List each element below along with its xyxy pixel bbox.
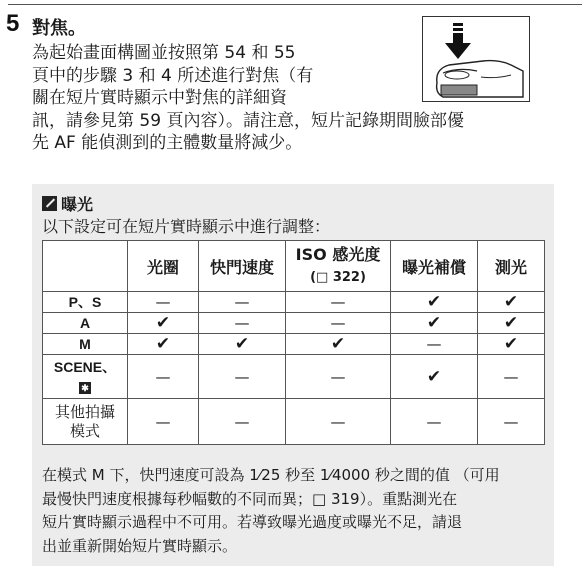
table-cell: — <box>128 355 199 399</box>
table-row <box>43 355 545 399</box>
table-cell: — <box>478 355 545 399</box>
note-title <box>42 192 93 215</box>
table-cell: ✔ <box>391 313 478 334</box>
table-cell: — <box>286 313 391 334</box>
row-mode-label: SCENE、 <box>53 358 117 375</box>
row-mode-label: 其他拍攝 <box>54 402 115 421</box>
note-title-text: 曝光 <box>61 195 94 214</box>
table-header-row <box>43 241 545 292</box>
table-cell: — <box>199 355 286 399</box>
exposure-note <box>32 184 554 566</box>
table-cell: — <box>199 292 286 313</box>
col-exposure-comp: 曝光補償 <box>391 241 478 292</box>
col-metering: 測光 <box>478 241 545 292</box>
table-cell: — <box>199 399 286 445</box>
table-corner <box>43 241 128 292</box>
table-cell: — <box>128 292 199 313</box>
table-cell: ✔ <box>478 313 545 334</box>
row-mode: A <box>43 313 128 334</box>
col-iso-label: ISO 感光度 <box>295 245 381 264</box>
table-cell: ✔ <box>391 292 478 313</box>
table-cell: — <box>478 399 545 445</box>
table-cell: — <box>391 334 478 355</box>
table-row <box>43 334 545 355</box>
table-cell: ✔ <box>391 355 478 399</box>
footer-line: 最慢快門速度根據每秒幅數的不同而異；□ 319）。重點測光在 <box>42 489 458 508</box>
col-shutter-speed: 快門速度 <box>199 241 286 292</box>
table-cell: ✔ <box>286 334 391 355</box>
col-iso-ref: (□ 322) <box>310 270 366 285</box>
table-cell: — <box>199 313 286 334</box>
row-mode <box>43 399 128 445</box>
table-cell: ✔ <box>478 334 545 355</box>
row-mode-label-2: 模式 <box>69 421 100 440</box>
exposure-table <box>42 240 545 445</box>
row-mode: P、S <box>43 292 128 313</box>
row-mode: M <box>43 334 128 355</box>
footer-line: 短片實時顯示過程中不可用。若導致曝光過度或曝光不足，請退 <box>42 513 463 531</box>
row-mode <box>43 355 128 399</box>
table-row <box>43 313 545 334</box>
shutter-press-illustration <box>422 16 530 102</box>
note-footer <box>42 464 548 558</box>
down-arrow-icon <box>445 23 471 59</box>
footer-line: 在模式 M 下，快門速度可設為 1⁄25 秒至 1⁄4000 秒之間的值 （可用 <box>42 466 500 484</box>
table-cell: ✔ <box>199 334 286 355</box>
table-cell: ✔ <box>478 292 545 313</box>
table-cell: — <box>286 355 391 399</box>
step-line: 為起始畫面構圖並按照第 54 和 55 <box>32 43 296 63</box>
table-cell: ✔ <box>128 334 199 355</box>
pencil-note-icon <box>42 196 57 211</box>
step-line: 關在短片實時顯示中對焦的詳細資 <box>32 88 287 108</box>
top-rule <box>8 4 582 5</box>
step-line: 先 AF 能偵測到的主體數量將減少。 <box>32 133 303 153</box>
table-cell: — <box>286 292 391 313</box>
col-iso <box>286 241 391 292</box>
step-number: 5 <box>6 10 20 37</box>
note-intro: 以下設定可在短片實時顯示中進行調整： <box>42 217 331 236</box>
step-title: 對焦。 <box>32 18 86 39</box>
step-line: 訊，請參見第 59 頁內容）。請注意，短片記錄期間臉部優 <box>32 110 464 131</box>
step-line: 頁中的步驟 3 和 4 所述進行對焦（有 <box>32 65 314 86</box>
col-aperture: 光圈 <box>128 241 199 292</box>
table-row <box>43 399 545 445</box>
table-cell: — <box>128 399 199 445</box>
press-shutter-icon <box>423 17 529 101</box>
table-cell: — <box>286 399 391 445</box>
table-cell: — <box>391 399 478 445</box>
scene-mode-icon: ✱ <box>79 382 91 394</box>
table-row <box>43 292 545 313</box>
table-cell: ✔ <box>128 313 199 334</box>
footer-line: 出並重新開始短片實時顯示。 <box>42 536 238 555</box>
